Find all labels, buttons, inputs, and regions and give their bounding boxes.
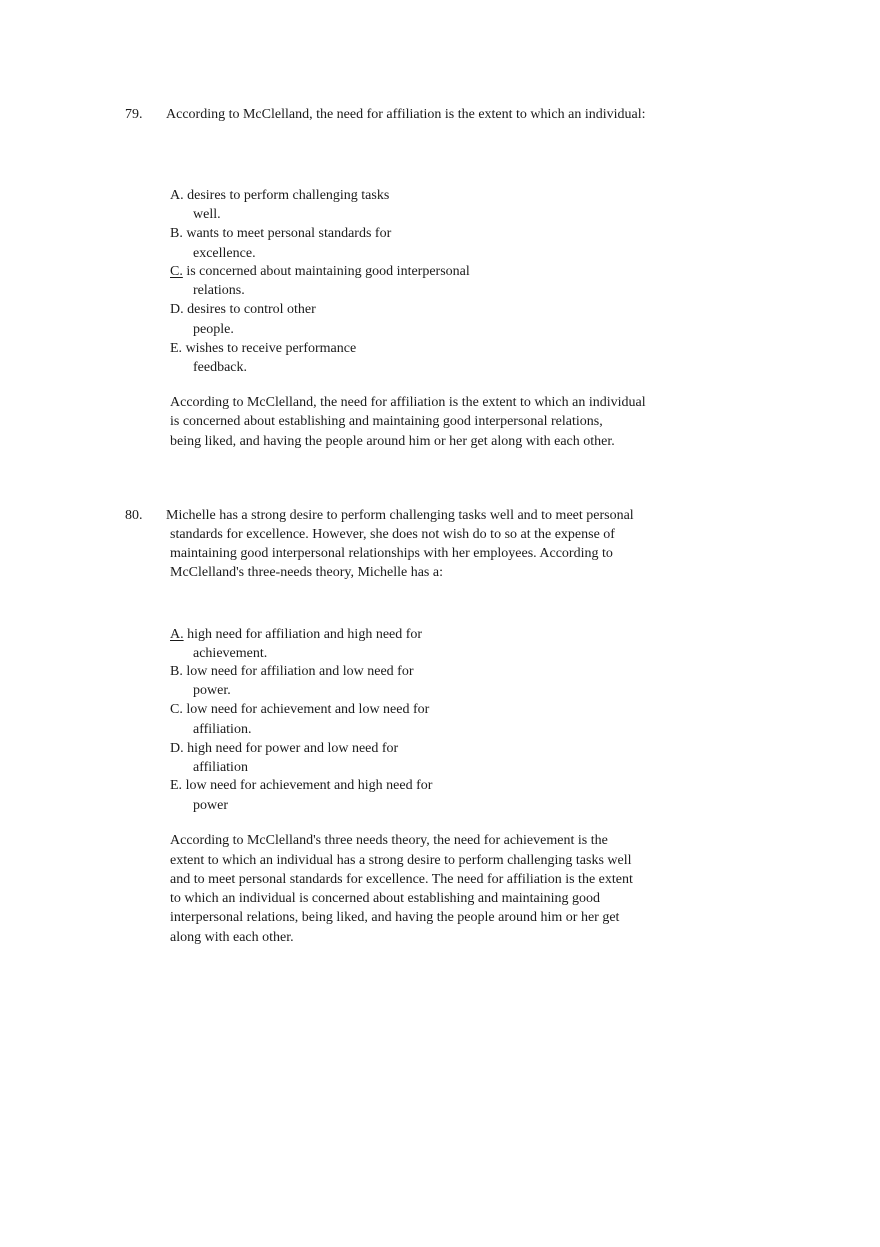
option-text: desires to perform challenging tasks bbox=[187, 188, 390, 203]
option-letter: A. bbox=[170, 188, 184, 203]
option-text-cont: affiliation. bbox=[193, 722, 252, 737]
option-text: desires to control other bbox=[187, 302, 316, 317]
option-letter: E. bbox=[170, 778, 183, 793]
option-b bbox=[170, 663, 414, 681]
option-text: low need for achievement and high need for bbox=[185, 778, 433, 793]
option-text-cont: relations. bbox=[193, 283, 245, 298]
option-c-correct bbox=[170, 263, 470, 281]
option-b bbox=[170, 225, 391, 243]
option-e bbox=[170, 340, 356, 358]
question-stem: Michelle has a strong desire to perform challenging tasks well and to meet personal bbox=[166, 508, 634, 523]
option-text: high need for affiliation and high need for bbox=[187, 627, 423, 642]
option-text-cont: affiliation bbox=[193, 760, 248, 775]
explanation-line: According to McClelland, the need for affiliation is the extent to which an individual bbox=[170, 395, 646, 410]
option-text-cont: achievement. bbox=[193, 646, 268, 661]
option-d bbox=[170, 740, 398, 758]
option-a bbox=[170, 187, 389, 205]
option-letter: B. bbox=[170, 226, 183, 241]
option-d bbox=[170, 301, 316, 319]
explanation-line: interpersonal relations, being liked, and having the people around him or her get bbox=[170, 910, 620, 925]
option-letter: E. bbox=[170, 341, 183, 356]
explanation-line: along with each other. bbox=[170, 930, 294, 945]
question-stem: maintaining good interpersonal relationships with her employees. According to bbox=[170, 546, 613, 561]
option-text-cont: well. bbox=[193, 207, 221, 222]
explanation-line: is concerned about establishing and maintaining good interpersonal relations, bbox=[170, 414, 603, 429]
option-letter: D. bbox=[170, 741, 184, 756]
option-text: low need for achievement and low need for bbox=[186, 702, 430, 717]
option-text: high need for power and low need for bbox=[187, 741, 399, 756]
correct-option-letter: C. bbox=[170, 264, 183, 279]
correct-option-letter: A. bbox=[170, 627, 184, 642]
explanation-line: being liked, and having the people around him or her get along with each other. bbox=[170, 434, 615, 449]
option-e bbox=[170, 777, 432, 795]
option-text-cont: power. bbox=[193, 683, 231, 698]
explanation-line: to which an individual is concerned about establishing and maintaining good bbox=[170, 891, 601, 906]
question-stem: According to McClelland, the need for affiliation is the extent to which an individual: bbox=[166, 107, 646, 122]
option-letter: D. bbox=[170, 302, 184, 317]
explanation-line: extent to which an individual has a strong desire to perform challenging tasks well bbox=[170, 853, 632, 868]
option-text-cont: people. bbox=[193, 322, 234, 337]
question-stem: standards for excellence. However, she does not wish do to so at the expense of bbox=[170, 527, 615, 542]
option-text: low need for affiliation and low need for bbox=[186, 664, 414, 679]
option-text: wants to meet personal standards for bbox=[186, 226, 392, 241]
option-a-correct bbox=[170, 626, 422, 644]
option-c bbox=[170, 701, 429, 719]
option-letter: B. bbox=[170, 664, 183, 679]
option-letter: C. bbox=[170, 702, 183, 717]
question-number: 80. bbox=[125, 508, 143, 523]
question-number: 79. bbox=[125, 107, 143, 122]
option-text: is concerned about maintaining good interpersonal bbox=[186, 264, 470, 279]
option-text: wishes to receive performance bbox=[185, 341, 357, 356]
option-text-cont: power bbox=[193, 798, 228, 813]
question-stem: McClelland's three-needs theory, Michelle has a: bbox=[170, 565, 443, 580]
option-text-cont: feedback. bbox=[193, 360, 248, 375]
option-text-cont: excellence. bbox=[193, 246, 256, 261]
explanation-line: and to meet personal standards for excellence. The need for affiliation is the extent bbox=[170, 872, 633, 887]
explanation-line: According to McClelland's three needs theory, the need for achievement is the bbox=[170, 833, 608, 848]
